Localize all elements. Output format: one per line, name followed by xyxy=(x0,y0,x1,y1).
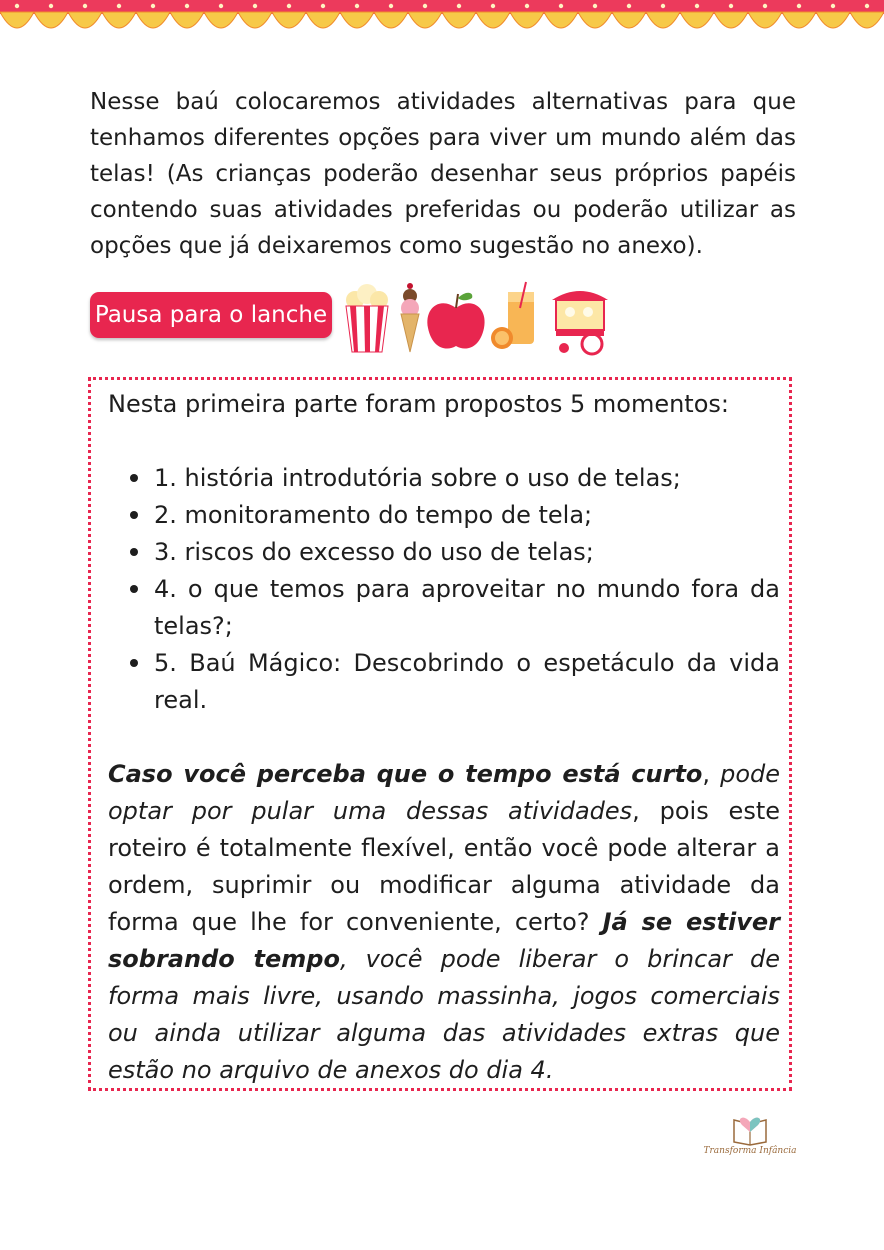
list-item: 4. o que temos para aproveitar no mundo fora da telas?; xyxy=(108,571,780,645)
list-item: 3. riscos do excesso do uso de telas; xyxy=(108,534,780,571)
apple-icon xyxy=(427,293,484,349)
closing-italic-2: , você pode liberar o brincar de forma mais livre, usando massinha, jogos comerciais ou ainda utilizar alguma das atividades extras que estão no arquivo de anexos do dia 4. xyxy=(108,945,780,1084)
snack-icons xyxy=(340,278,620,358)
brand-logo xyxy=(700,1110,800,1166)
closing-emphasis-2: Já se estiver sobrando tempo xyxy=(108,908,781,973)
snack-break-label: Pausa para o lanche xyxy=(90,292,332,338)
closing-text-1: , xyxy=(702,760,721,788)
moments-title: Nesta primeira parte foram propostos 5 momentos: xyxy=(108,390,729,418)
list-item: 5. Baú Mágico: Descobrindo o espetáculo da vida real. xyxy=(108,645,780,719)
closing-emphasis-1: Caso você perceba que o tempo está curto xyxy=(108,760,703,788)
decorative-top-border xyxy=(0,0,884,44)
brand-logo-text: Transforma Infância xyxy=(703,1146,797,1156)
moments-list xyxy=(108,460,780,719)
closing-text-2: , pois este roteiro é totalmente flexível, então você pode alterar a ordem, suprimir ou modificar alguma atividade da forma que lhe for conveniente, certo? xyxy=(108,797,781,936)
ice-cream-cone-icon xyxy=(401,283,419,352)
list-item: 2. monitoramento do tempo de tela; xyxy=(108,497,780,534)
list-item: 1. história introdutória sobre o uso de telas; xyxy=(108,460,780,497)
intro-paragraph: Nesse baú colocaremos atividades alternativas para que tenhamos diferentes opções para viver um mundo além das telas! (As crianças poderão desenhar seus próprios papéis contendo suas atividades preferidas ou poderão utilizar as opções que já deixaremos como sugestão no anexo). xyxy=(90,89,796,259)
closing-paragraph xyxy=(108,756,780,1089)
moments-box xyxy=(108,386,780,1089)
popcorn-icon xyxy=(346,284,388,352)
popcorn-cart-icon xyxy=(552,291,608,354)
juice-glass-icon xyxy=(491,282,534,349)
book-heart-logo-icon xyxy=(730,1110,770,1146)
closing-italic-1: pode optar por pular uma dessas atividades xyxy=(108,760,780,825)
